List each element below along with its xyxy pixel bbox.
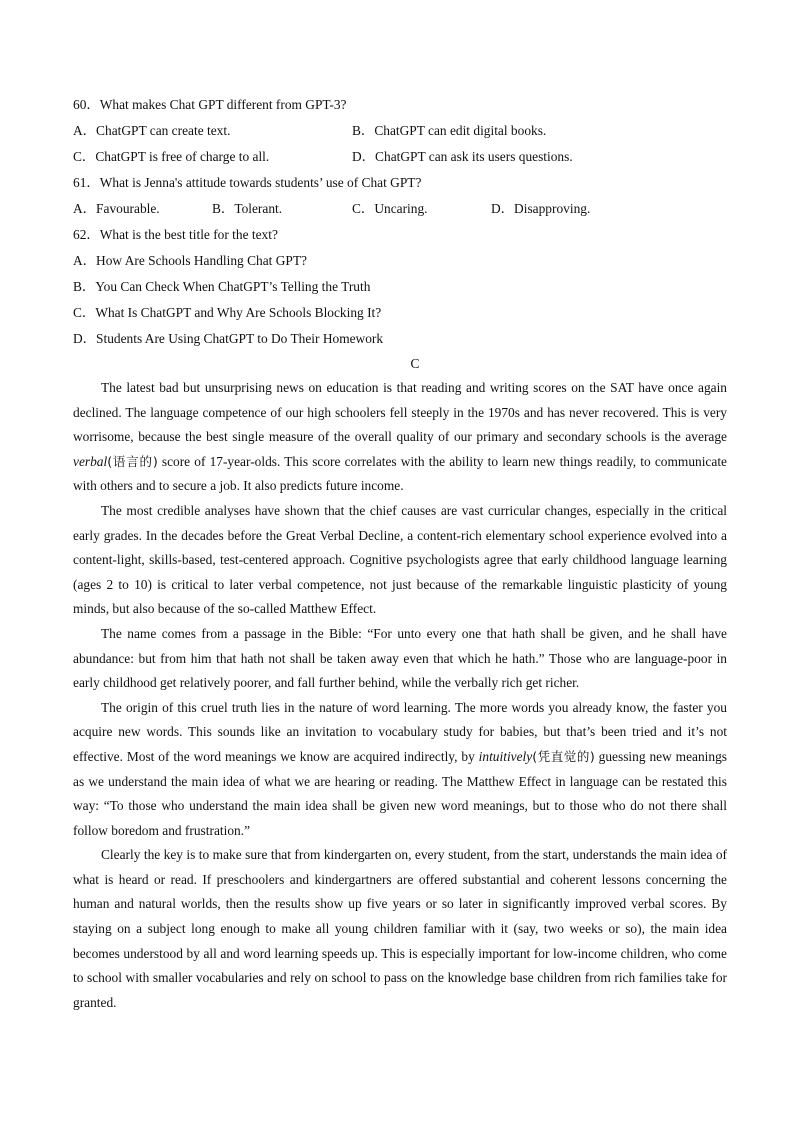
passage-paragraph-5: Clearly the key is to make sure that from kindergarten on, every student, from the start, understands the main idea of what is heard or read. If preschoolers and kindergartners are offered substantial and coherent lessons concerning the human and natural worlds, then the results show up five years or so later in significantly improved verbal scores. By staying on a subject long enough to make all young children familiar with it (say, two weeks or so), the main idea becomes understood by all and word learning speeds up. This is especially important for low-income children, who come to school with smaller vocabularies and rely on school to pass on the knowledge base children from rich families take for granted. — [73, 847, 727, 1010]
question-60-option-a: A．ChatGPT can create text. — [73, 123, 231, 138]
passage-paragraph-2: The most credible analyses have shown that the chief causes are vast curricular changes, especially in the critical early grades. In the decades before the Great Verbal Decline, a content-rich elementary school experience evolved into a content-light, skills-based, test-centered approach. Cognitive psychologists agree that early childhood language learning (ages 2 to 10) is critical to later verbal competence, not just because of the remarkable linguistic plasticity of young minds, but also because of the so-called Matthew Effect. — [73, 502, 727, 617]
passage-p1-text-a: The latest bad but unsurprising news on education is that reading and writing scores on the SAT have once again declined. The language competence of our high schoolers fell steeply in the 1970s and has never recovered. This is very worrisome, because the best single measure of the overall quality of our primary and secondary schools is the average — [73, 380, 727, 445]
reading-passage — [73, 376, 727, 1015]
question-61-stem: 61．What is Jenna's attitude towards students’ use of Chat GPT? — [73, 175, 422, 190]
passage-paragraph-4 — [73, 696, 727, 844]
glossed-term-intuitively: intuitively — [478, 748, 533, 764]
question-60-option-c: C．ChatGPT is free of charge to all. — [73, 149, 270, 164]
question-62-option-a: A．How Are Schools Handling Chat GPT? — [73, 253, 307, 268]
passage-p4-text-b: guessing new meanings as we understand the main idea of what we are hearing or reading. The Matthew Effect in language can be restated this way: “To those who understand the main idea shall be given new word meanings, but to those who do not there shall follow boredom and frustration.” — [73, 748, 727, 838]
gloss-intuitively: (凭直觉的) — [532, 748, 595, 764]
passage-p4-text-a: The origin of this cruel truth lies in the nature of word learning. The more words you already know, the faster you acquire new words. This sounds like an invitation to vocabulary study for babies, but that’s been tried and it’s not effective. Most of the word meanings we know are acquired indirectly, by — [73, 699, 727, 764]
question-62-option-c: C．What Is ChatGPT and Why Are Schools Blocking It? — [73, 305, 382, 320]
question-60-option-b: B．ChatGPT can edit digital books. — [352, 123, 547, 138]
question-61-option-a: A．Favourable. — [73, 201, 160, 216]
passage-paragraph-3: The name comes from a passage in the Bible: “For unto every one that hath shall be given, and he shall have abundance: but from him that hath not shall be taken away even that which he hath.” Those who are language-poor in early childhood get relatively poorer, and fall further behind, while the verbally rich get richer. — [73, 625, 727, 691]
question-62-stem: 62．What is the best title for the text? — [73, 227, 278, 242]
question-62-option-b: B．You Can Check When ChatGPT’s Telling the Truth — [73, 279, 371, 294]
question-62-option-d: D．Students Are Using ChatGPT to Do Their Homework — [73, 331, 384, 346]
passage-paragraph-1 — [73, 376, 727, 499]
question-61-option-d: D．Disapproving. — [491, 201, 591, 216]
question-61-option-c: C．Uncaring. — [352, 201, 428, 216]
question-61-option-b: B．Tolerant. — [212, 201, 283, 216]
question-60-option-d: D．ChatGPT can ask its users questions. — [352, 149, 573, 164]
passage-p1-text-b: score of 17-year-olds. This score correlates with the ability to learn new things readily, to communicate with others and to secure a job. It also predicts future income. — [73, 453, 727, 494]
glossed-term-verbal: verbal — [73, 453, 108, 469]
section-label: C — [410, 356, 420, 371]
question-60-stem: 60．What makes Chat GPT different from GPT-3? — [73, 97, 347, 112]
gloss-verbal: (语言的) — [107, 453, 158, 469]
